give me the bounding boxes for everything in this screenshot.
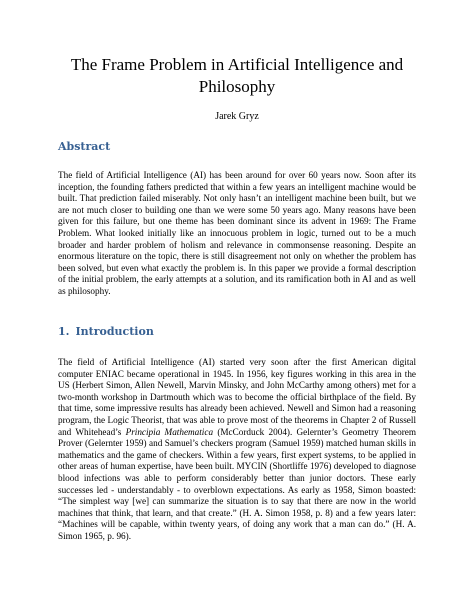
- abstract-heading: Abstract: [58, 140, 111, 153]
- section-title: Introduction: [75, 325, 154, 338]
- paper-title: The Frame Problem in Artificial Intelligence and Philosophy: [70, 55, 404, 96]
- intro-text-part-1: The field of Artificial Intelligence (AI) started very soon after the first American digital computer ENIAC became operational in 1945. In 1956, key figures working in this area in the US (Herbert Simon, Allen Newell, Marvin Minsky, and John McCarthy among others) met for a two-month workshop in Dartmouth which was to become the official birthplace of the field. By that time, some impressive results has already been achieved. Newell and Simon had a reasoning program, the Logic Theorist, that was able to prove most of the theorems in Chapter 2 of Russell and Whitehead’s: [58, 357, 416, 437]
- intro-text-part-2: (McCorduck 2004). Gelernter’s Geometry Theorem Prover (Gelernter 1959) and Samuel’s checkers program (Samuel 1959) matched human skills in mathematics and the game of checkers. Within a few years, first expert systems, to be applied in other areas of human expertise, have been built. MYCIN (Shortliffe 1976) developed to diagnose blood infections was able to perform considerably better than junior doctors. These early successes led - understandably - to overblown expectations. As early as 1958, Simon boasted: “The simplest way [we] can summarize the situation is to say that there are now in the world machines that think, that learn, and that create.” (H. A. Simon 1958, p. 8) and a few years later: “Machines will be capable, within twenty years, of doing any work that a man can do.” (H. A. Simon 1965, p. 96).: [58, 426, 416, 541]
- introduction-paragraph: [58, 357, 416, 543]
- section-number: 1.: [58, 325, 70, 338]
- author-name: Jarek Gryz: [215, 111, 259, 122]
- introduction-heading: [58, 325, 154, 338]
- abstract-text: The field of Artificial Intelligence (AI) has been around for over 60 years now. Soon after its inception, the founding fathers predicted that within a few years an intelligent machine would be built. That prediction failed miserably. Not only hasn’t an intelligent machine been built, but we are not much closer to building one than we were some 50 years ago. Many reasons have been given for this failure, but one theme has been dominant since its advent in 1969: The Frame Problem. What looked initially like an innocuous problem in logic, turned out to be a much broader and harder problem of holism and relevance in commonsense reasoning. Despite an enormous literature on the topic, there is still disagreement not only on whether the problem has been solved, but even what exactly the problem is. In this paper we provide a formal description of the initial problem, the early attempts at a solution, and its ramification both in AI and as well as philosophy.: [58, 170, 416, 296]
- intro-text-italic-title: Principia Mathematica: [125, 426, 214, 437]
